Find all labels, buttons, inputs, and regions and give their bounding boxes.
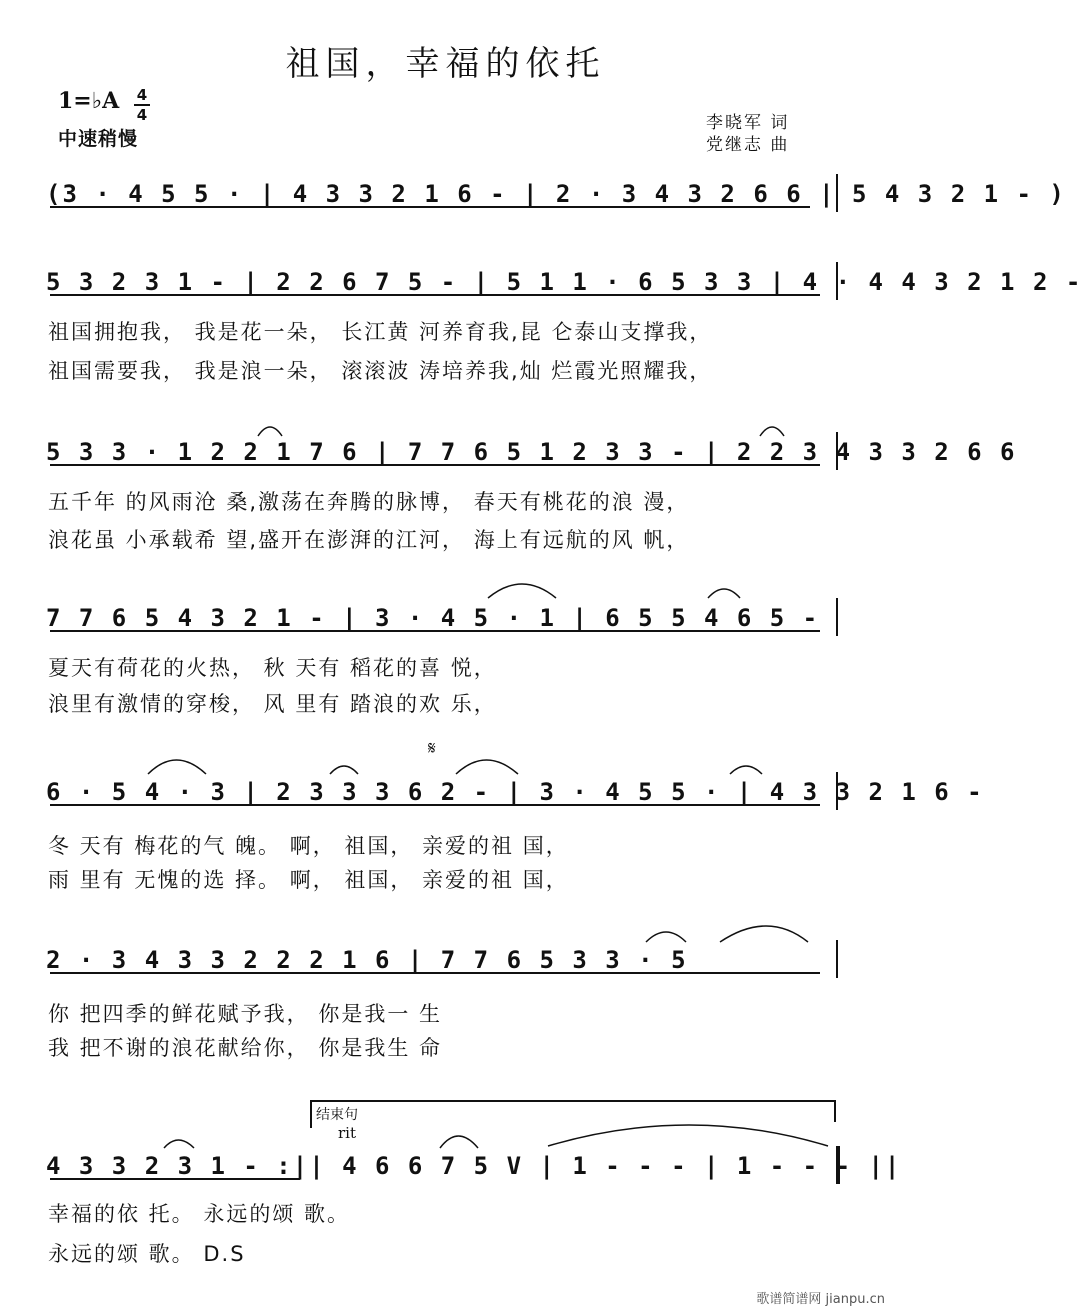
song-title: 祖国，幸福的依托 xyxy=(285,44,606,84)
slur xyxy=(708,589,740,598)
lyric-row-3-verse-1: 五千年 的风雨沧 桑,激荡在奔腾的脉博， 春天有桃花的浪 漫， xyxy=(48,490,690,514)
slur xyxy=(760,427,784,436)
slur xyxy=(548,1125,828,1146)
slur xyxy=(456,760,518,774)
notation-row-6: 2 · 3 4 3 3 2 2 2 1 6 | 7 7 6 5 3 3 · 5 xyxy=(46,946,688,974)
lyric-row-5-verse-2: 雨 里有 无愧的选 择。 啊， 祖国， 亲爱的祖 国， xyxy=(48,868,569,892)
rit-marking: rit xyxy=(338,1124,356,1142)
slur xyxy=(330,766,358,774)
lyric-row-2-verse-2: 祖国需要我， 我是浪一朵， 滚滚波 涛培养我,灿 烂霞光照耀我， xyxy=(48,359,713,383)
lyric-row-4-verse-1: 夏天有荷花的火热， 秋 天有 稻花的喜 悦， xyxy=(48,656,497,680)
slur xyxy=(720,926,808,942)
slur xyxy=(258,427,282,436)
ending-label: 结束句 xyxy=(316,1107,358,1123)
notation-row-3: 5 3 3 · 1 2 2 1 7 6 | 7 7 6 5 1 2 3 3 - | 2 2 3 4 3 3 2 6 6 xyxy=(46,438,1017,466)
lyric-row-7-verse-1: 幸福的依 托。 永远的颂 歌。 xyxy=(48,1202,351,1226)
meter-top: 4 xyxy=(136,86,148,104)
slur xyxy=(440,1136,478,1148)
composer-credit: 党继志 曲 xyxy=(706,135,790,155)
slur xyxy=(164,1140,194,1148)
slur xyxy=(730,766,762,774)
notation-row-5: 6 · 5 4 · 3 | 2 3 3 3 6 2 - | 3 · 4 5 5 · | 4 3 3 2 1 6 - xyxy=(46,778,984,806)
lyricist-credit: 李晓军 词 xyxy=(706,113,790,133)
lyric-row-6-verse-2: 我 把不谢的浪花献给你， 你是我生 命 xyxy=(48,1036,443,1060)
lyric-row-3-verse-2: 浪花虽 小承载希 望,盛开在澎湃的江河， 海上有远航的风 帆， xyxy=(48,528,690,552)
meter-bottom: 4 xyxy=(136,106,148,124)
lyric-row-2-verse-1: 祖国拥抱我， 我是花一朵， 长江黄 河养育我,昆 仑泰山支撑我， xyxy=(48,320,713,344)
slur xyxy=(488,584,556,598)
lyric-row-7-verse-2: 永远的颂 歌。 D.S xyxy=(48,1242,246,1266)
slur xyxy=(646,932,686,942)
tempo-marking: 中速稍慢 xyxy=(58,128,139,150)
notation-row-4: 7 7 6 5 4 3 2 1 - | 3 · 4 5 · 1 | 6 5 5 4 6 5 - xyxy=(46,604,820,632)
notation-row-1: (3 · 4 5 5 · | 4 3 3 2 1 6 - | 2 · 3 4 3 2 6 6 | 5 4 3 2 1 - ) xyxy=(46,180,1066,208)
segno-sign: 𝄋 xyxy=(428,738,436,759)
watermark: 歌谱简谱网 jianpu.cn xyxy=(756,1292,885,1307)
notation-row-7: 4 3 3 2 3 1 - :|| 4 6 6 7 5 V | 1 - - - | 1 - - - || xyxy=(46,1152,902,1180)
slur xyxy=(148,760,206,774)
key-signature: 1=♭A xyxy=(58,88,120,114)
lyric-row-5-verse-1: 冬 天有 梅花的气 魄。 啊， 祖国， 亲爱的祖 国， xyxy=(48,834,569,858)
lyric-row-4-verse-2: 浪里有激情的穿梭， 风 里有 踏浪的欢 乐， xyxy=(48,692,497,716)
notation-row-2: 5 3 2 3 1 - | 2 2 6 7 5 - | 5 1 1 · 6 5 3 3 | 4 · 4 4 3 2 1 2 - xyxy=(46,268,1082,296)
lyric-row-6-verse-1: 你 把四季的鲜花赋予我， 你是我一 生 xyxy=(48,1002,443,1026)
